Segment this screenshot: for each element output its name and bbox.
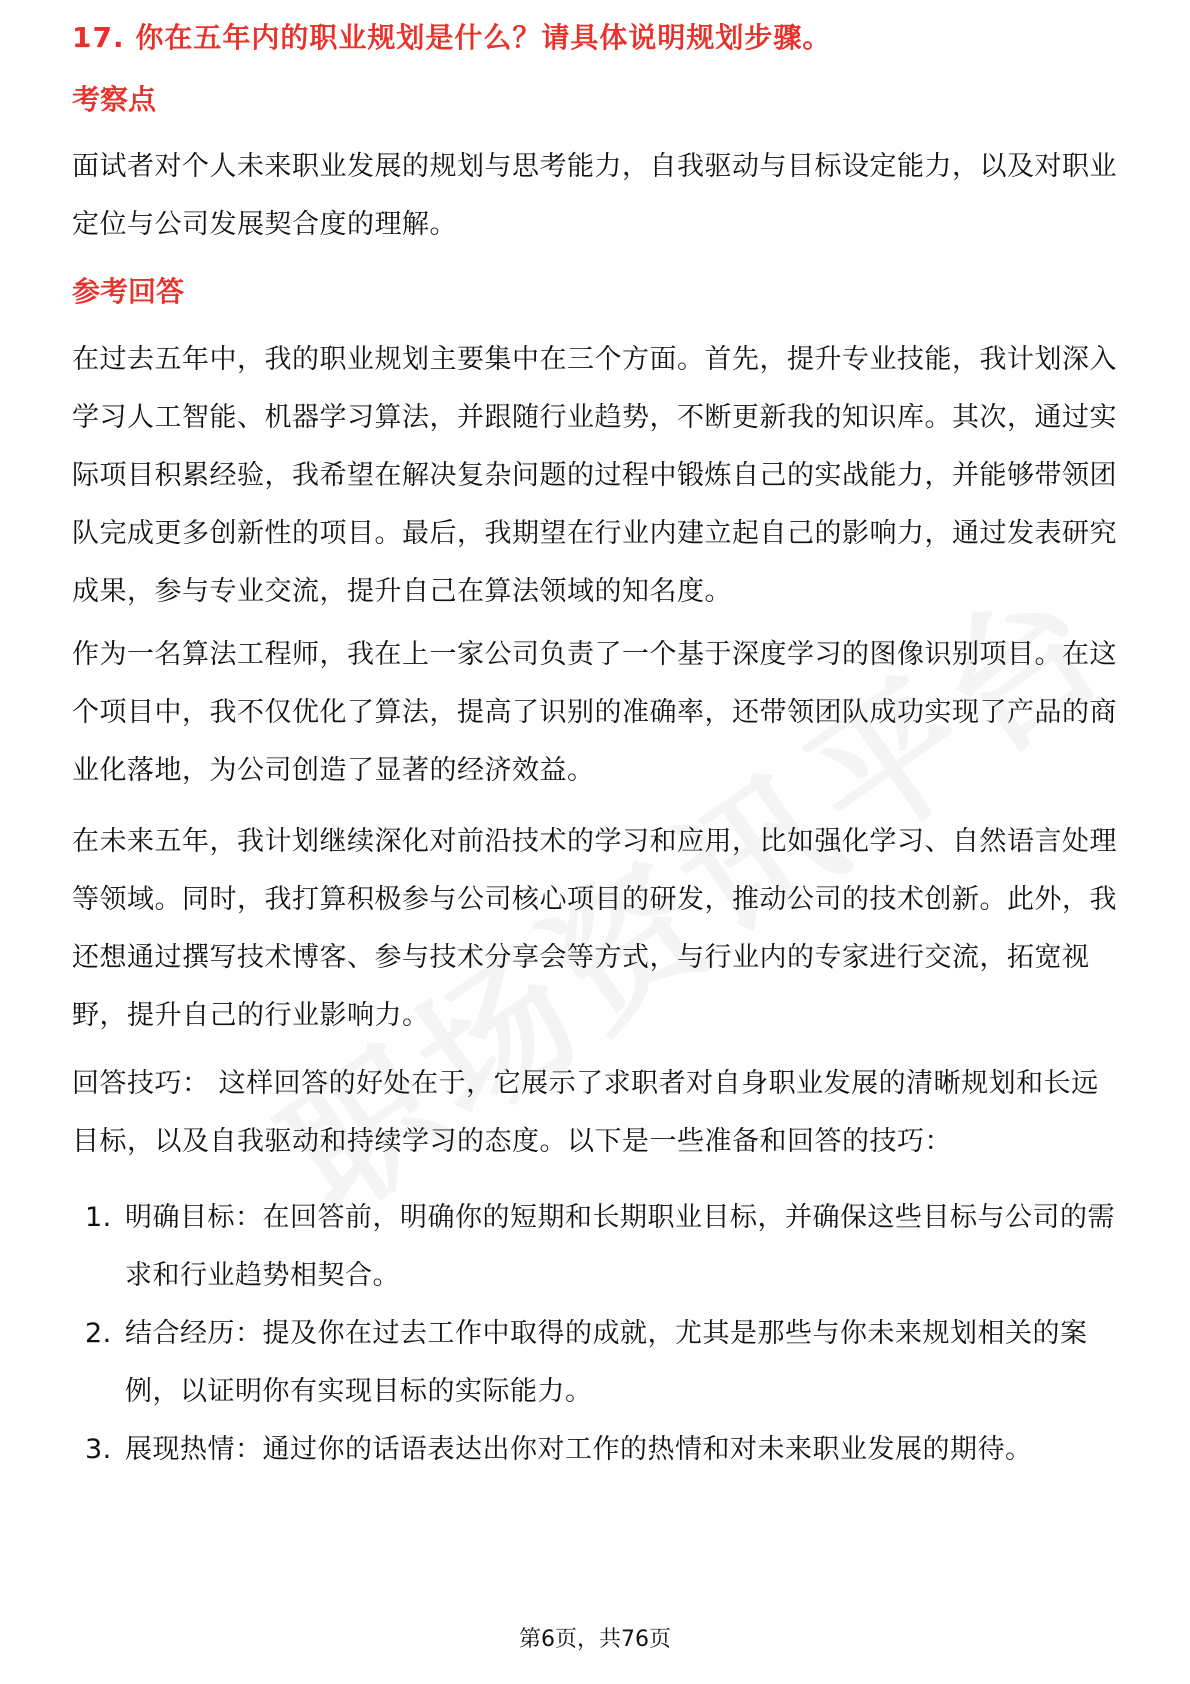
answer-tips-intro: 回答技巧： 这样回答的好处在于，它展示了求职者对自身职业发展的清晰规划和长远目标，以及自我驱动和持续学习的态度。以下是一些准备和回答的技巧： xyxy=(72,1068,1099,1157)
list-item-number: 3. xyxy=(85,1434,112,1465)
answer-paragraph-2: 作为一名算法工程师，我在上一家公司负责了一个基于深度学习的图像识别项目。在这个项目中，我不仅优化了算法，提高了识别的准确率，还带领团队成功实现了产品的商业化落地，为公司创造了显著的经济效益。 xyxy=(72,639,1117,786)
question-heading-text: 17. 你在五年内的职业规划是什么？请具体说明规划步骤。 xyxy=(72,21,832,54)
list-item-text: 展现热情：通过你的话语表达出你对工作的热情和对未来职业发展的期待。 xyxy=(125,1434,1033,1465)
focus-paragraph: 面试者对个人未来职业发展的规划与思考能力，自我驱动与目标设定能力，以及对职业定位与公司发展契合度的理解。 xyxy=(72,151,1117,240)
list-item-text: 明确目标：在回答前，明确你的短期和长期职业目标，并确保这些目标与公司的需求和行业趋势相契合。 xyxy=(125,1202,1115,1291)
list-item-number: 2. xyxy=(85,1318,112,1349)
list-item xyxy=(72,1421,1122,1479)
list-item xyxy=(72,1305,1122,1421)
section-title-focus: 考察点 xyxy=(72,83,157,116)
section-title-answer: 参考回答 xyxy=(72,275,185,308)
list-item xyxy=(72,1189,1122,1305)
list-item-text: 结合经历：提及你在过去工作中取得的成就，尤其是那些与你未来规划相关的案例，以证明你有实现目标的实际能力。 xyxy=(125,1318,1088,1407)
question-heading-cut xyxy=(72,21,832,64)
answer-paragraph-1: 在过去五年中，我的职业规划主要集中在三个方面。首先，提升专业技能，我计划深入学习人工智能、机器学习算法，并跟随行业趋势，不断更新我的知识库。其次，通过实际项目积累经验，我希望在解决复杂问题的过程中锻炼自己的实战能力，并能够带领团队完成更多创新性的项目。最后，我期望在行业内建立起自己的影响力，通过发表研究成果，参与专业交流，提升自己在算法领域的知名度。 xyxy=(72,344,1117,607)
answer-paragraph-3: 在未来五年，我计划继续深化对前沿技术的学习和应用，比如强化学习、自然语言处理等领域。同时，我打算积极参与公司核心项目的研发，推动公司的技术创新。此外，我还想通过撰写技术博客、参与技术分享会等方式，与行业内的专家进行交流，拓宽视野，提升自己的行业影响力。 xyxy=(72,826,1117,1031)
page-number-footer: 第6页，共76页 xyxy=(519,1627,671,1652)
list-item-number: 1. xyxy=(85,1202,112,1233)
tips-list xyxy=(72,1189,1122,1479)
